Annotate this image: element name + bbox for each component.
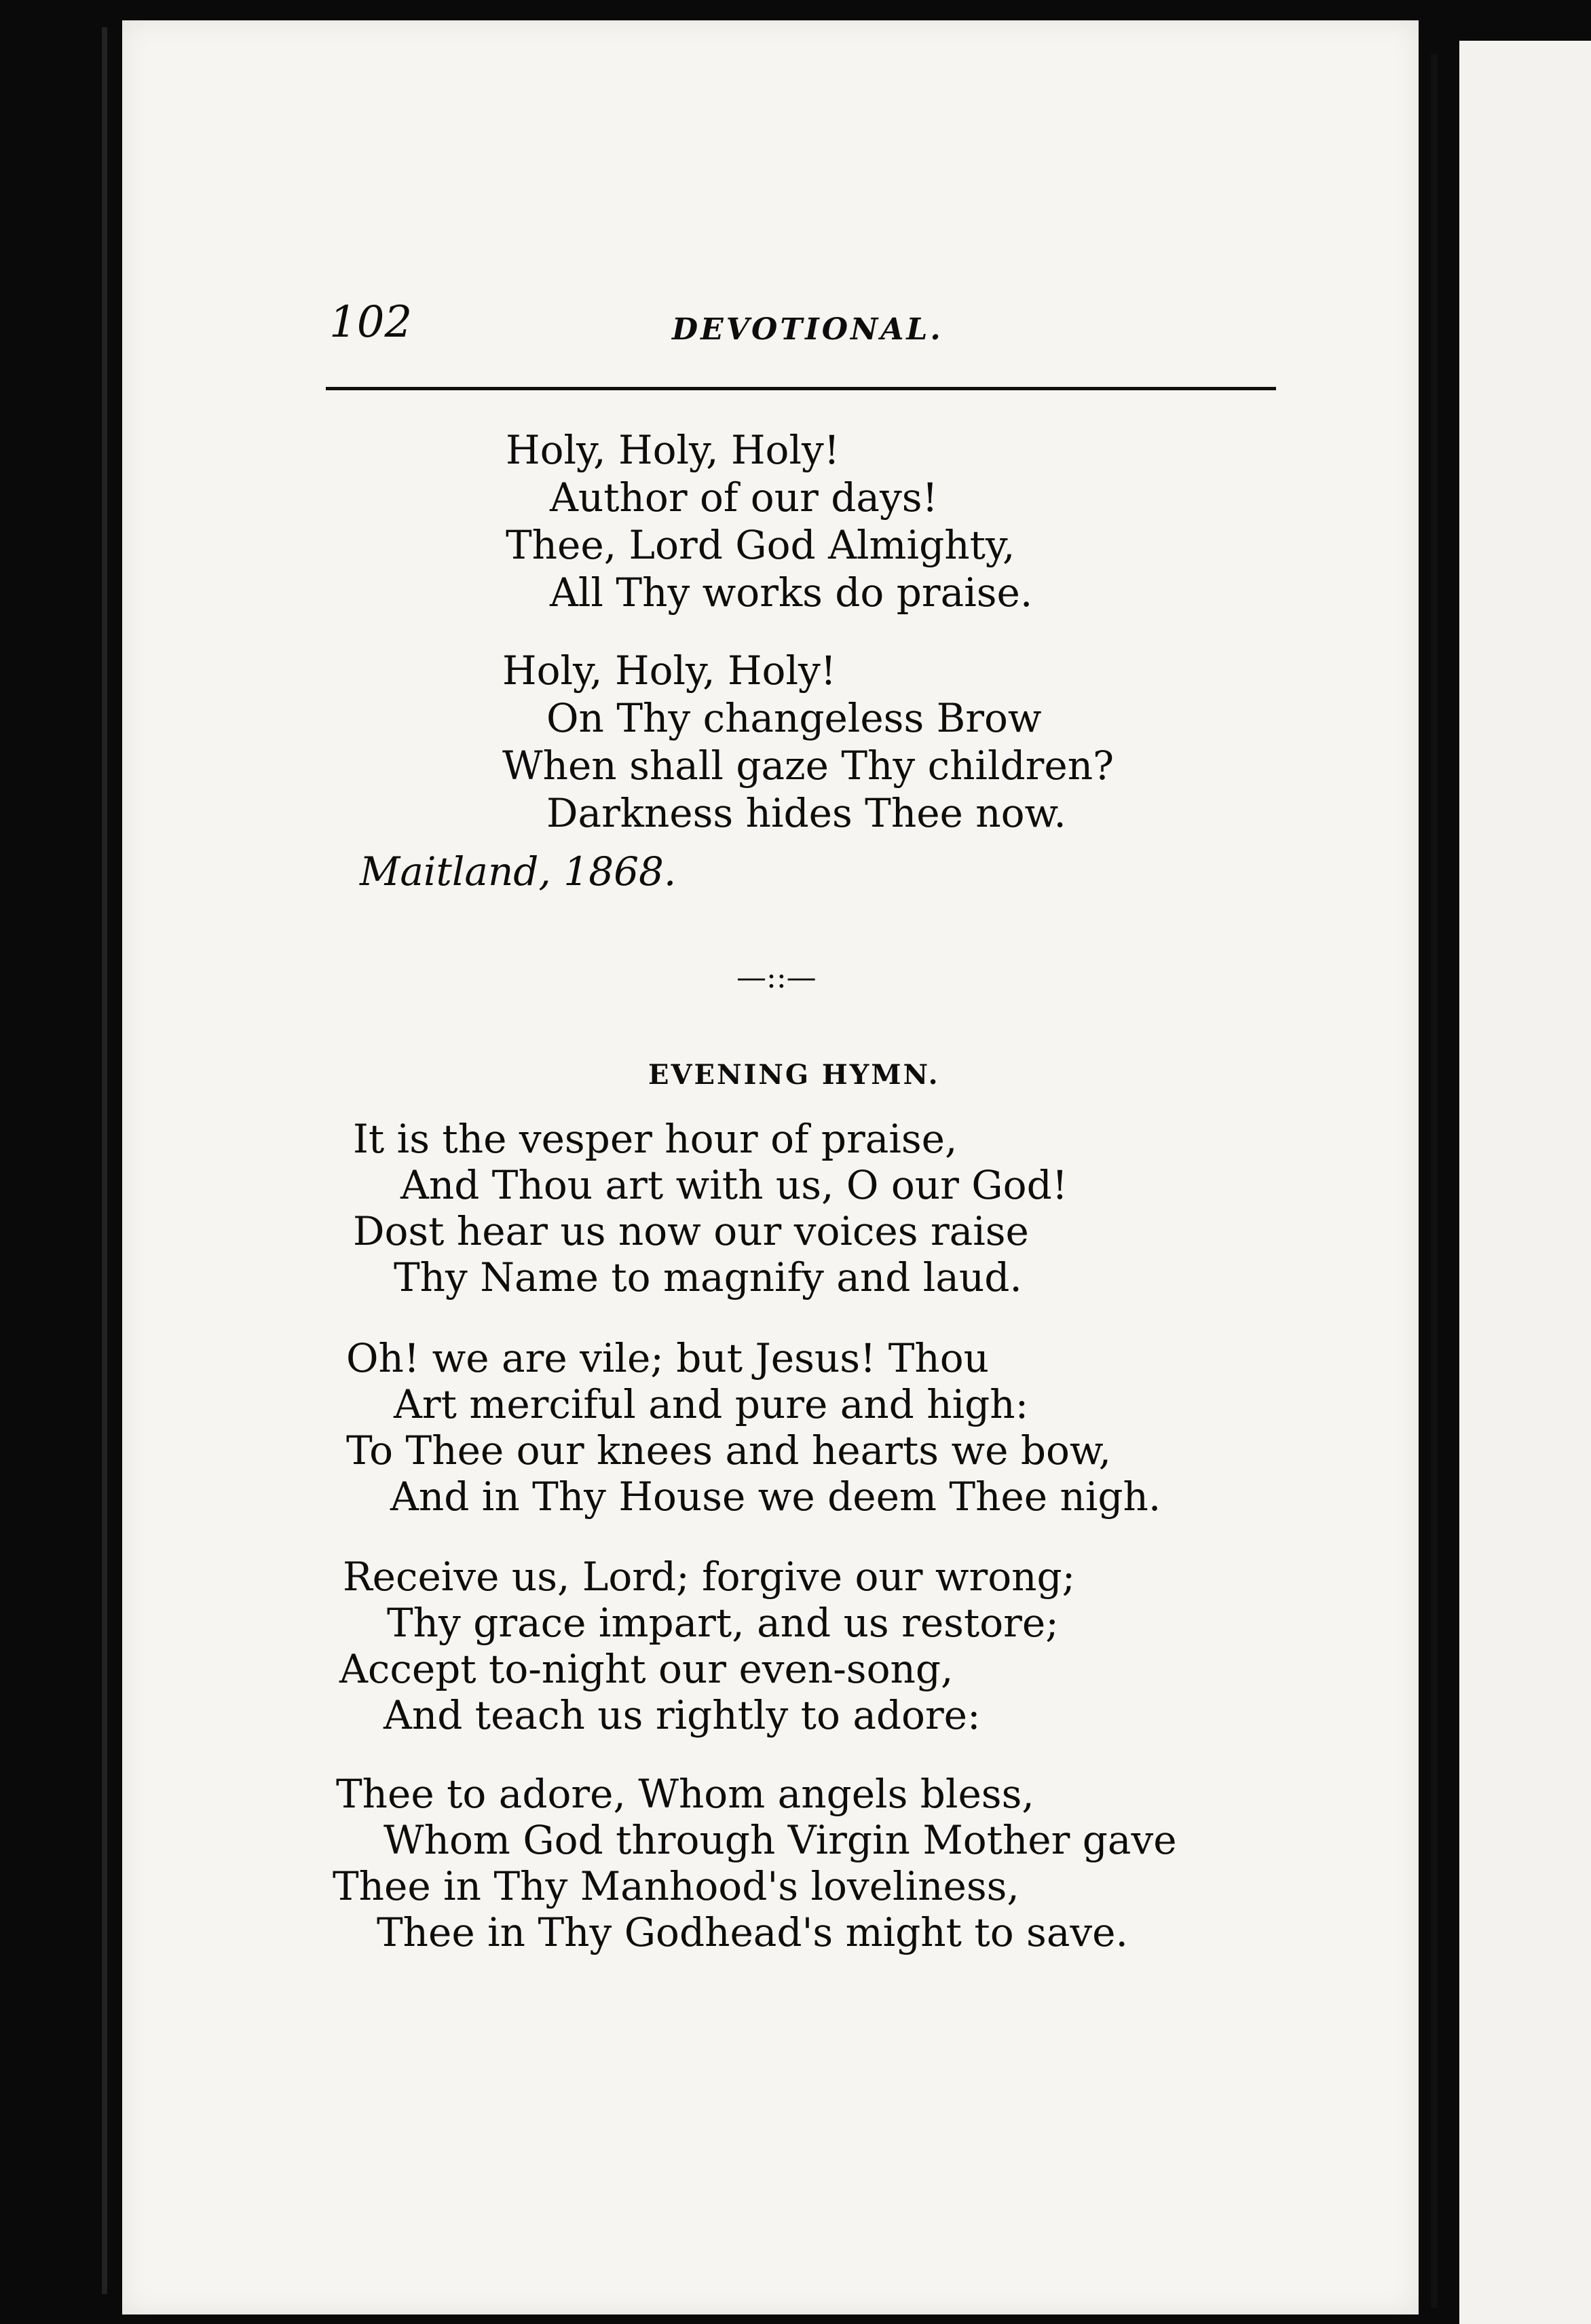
verse-line: All Thy works do praise. — [550, 569, 1033, 616]
hymn-title: EVENING HYMN. — [648, 1059, 940, 1091]
verse-line: Oh! we are vile; but Jesus! Thou — [346, 1335, 990, 1381]
verse-line: Accept to-night our even-song, — [339, 1646, 954, 1692]
verse-line: Whom God through Virgin Mother gave — [383, 1817, 1177, 1863]
verse-line: Art merciful and pure and high: — [394, 1381, 1029, 1427]
verse-line: Holy, Holy, Holy! — [502, 648, 837, 694]
verse-line: And teach us rightly to adore: — [383, 1692, 981, 1738]
verse-line: Thee in Thy Manhood's loveliness, — [333, 1863, 1019, 1909]
verse-line: Receive us, Lord; forgive our wrong; — [343, 1554, 1076, 1600]
verse-line: Thee in Thy Godhead's might to save. — [377, 1909, 1128, 1955]
verse-line: To Thee our knees and hearts we bow, — [346, 1427, 1112, 1474]
verse-line: Author of our days! — [550, 474, 938, 521]
verse-line: Thee, Lord God Almighty, — [506, 522, 1015, 568]
verse-line: Thee to adore, Whom angels bless, — [336, 1771, 1034, 1817]
verse-line: And Thou art with us, O our God! — [400, 1162, 1068, 1208]
verse-line: When shall gaze Thy children? — [502, 743, 1115, 789]
header-rule — [326, 387, 1276, 390]
verse-line: Thy grace impart, and us restore; — [387, 1600, 1059, 1646]
verse-line: And in Thy House we deem Thee nigh. — [390, 1474, 1161, 1520]
verse-line: Holy, Holy, Holy! — [506, 427, 840, 473]
verse-line: Dost hear us now our voices raise — [353, 1208, 1029, 1254]
gutter-shadow — [1431, 54, 1438, 2308]
verse-line: Darkness hides Thee now. — [546, 790, 1066, 836]
running-head: DEVOTIONAL. — [672, 312, 943, 347]
verse-line: It is the vesper hour of praise, — [353, 1116, 958, 1162]
attribution: Maitland, 1868. — [360, 848, 677, 895]
adjacent-page — [1459, 41, 1591, 2324]
verse-line: On Thy changeless Brow — [546, 695, 1042, 741]
page-number: 102 — [329, 297, 413, 348]
section-ornament: —::— — [736, 960, 817, 995]
book-edge — [102, 27, 107, 2294]
verse-line: Thy Name to magnify and laud. — [394, 1254, 1022, 1300]
